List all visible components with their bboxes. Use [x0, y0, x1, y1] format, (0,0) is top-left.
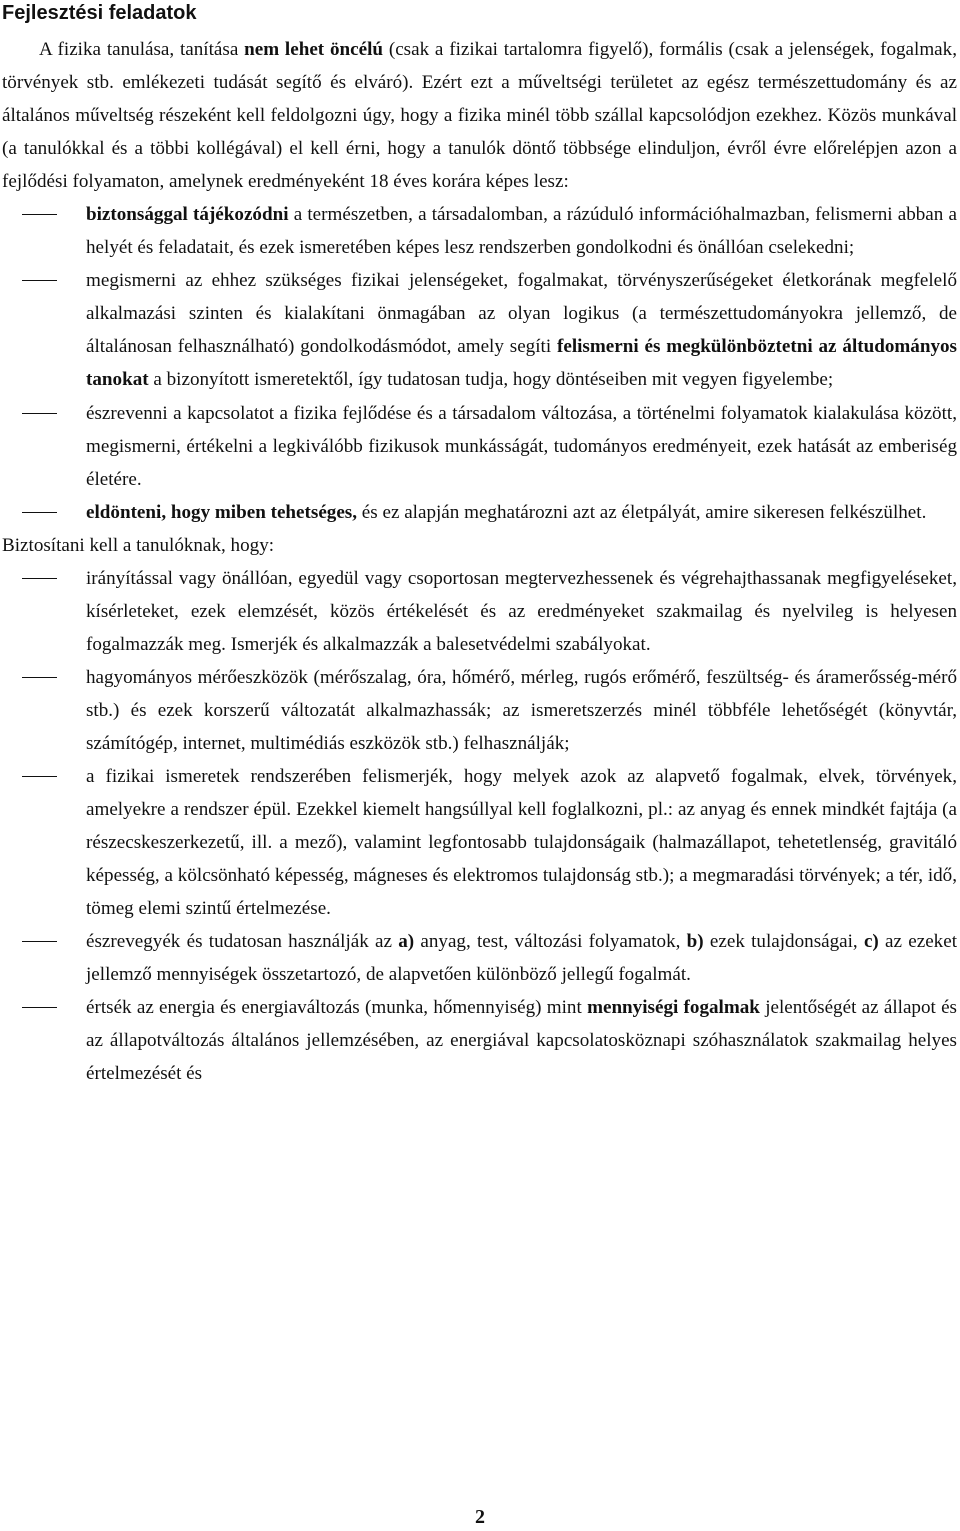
intro-paragraph: [2, 33, 957, 198]
dash-bullet: [22, 214, 57, 215]
dash-bullet: [22, 280, 57, 281]
text-run: értsék az energia és energiaváltozás (munka, hőmennyiség) mint: [86, 997, 588, 1019]
list-item: [2, 198, 957, 264]
bold-emphasis: b): [686, 931, 704, 953]
dash-bullet: [22, 1007, 57, 1008]
list-item: [2, 661, 957, 760]
text-run: jelentőségét az állapot és az állapotváltozás általános jellemzésében, az energiával kapcsolatosköznapi szóhasználatok szakmailag helyes értelmezését és: [86, 997, 957, 1085]
text-run: a fizikai ismeretek rendszerében felismerjék, hogy melyek azok az alapvető fogalmak, elvek, törvények, amelyekre a rendszer épül. Ezekkel kiemelt hangsúllyal kell foglalkozni, pl.: az anyag és ennek mindkét fajtája (a részecskeszerkezetű, ill. a mező), valamint legfontosabb tulajdonságaik (halmazállapot, tehetetlenség, gravitáló képesség, a kölcsönható képesség, mágneses és elektromos tulajdonság stb.); a megmaradási törvények; a tér, idő, tömeg elemi szintű értelmezése.: [86, 766, 957, 920]
dash-bullet: [22, 578, 57, 579]
development-goals-list: [2, 198, 957, 528]
text-run: az ezeket jellemző mennyiségek összetartozó, de alapvetően különböző jellegű fogalmát.: [86, 931, 958, 986]
list-item: [2, 925, 957, 991]
dash-bullet: [22, 413, 57, 414]
text-run: észrevegyék és tudatosan használják az: [86, 931, 399, 953]
bold-emphasis: nem lehet öncélú: [244, 39, 384, 60]
list-item: [2, 264, 957, 396]
text-run: irányítással vagy önállóan, egyedül vagy csoportosan megtervezhessenek és végrehajthassanak megfigyeléseket, kísérleteket, ezek elemzését, közös értékelését és az eredményeket szakmailag és nyelvileg is helyesen fogalmazzák meg. Ismerjék és alkalmazzák a balesetvédelmi szabályokat.: [86, 567, 957, 655]
list-item-text: [86, 204, 957, 258]
page-number: 2: [475, 1506, 485, 1528]
list-item-text: [86, 766, 957, 919]
text-run: a bizonyított ismeretektől, így tudatosan tudja, hogy döntéseiben mit vegyen figyelembe;: [148, 369, 834, 391]
text-run: és ez alapján meghatározni azt az életpályát, amire sikeresen felkészülhet.: [357, 501, 927, 523]
list-item-text: [86, 502, 926, 523]
section-heading: Fejlesztési feladatok: [2, 2, 197, 24]
text-run: észrevenni a kapcsolatot a fizika fejlődése és a társadalom változása, a történelmi folyamatok kialakulása között, megismerni, értékelni a legkiválóbb fizikusok munkásságát, tudományos eredményeit, ezek hatását az emberiség életére.: [86, 402, 957, 490]
text-run: hagyományos mérőeszközök (mérőszalag, óra, hőmérő, mérleg, rugós erőmérő, feszültség- és áramerősség-mérő stb.) és ezek korszerű változatát alkalmazhassák; az ismeretszerzés minél többféle lehetőségét (könyvtár, számítógép, internet, multimédiás eszközök stb.) felhasználják;: [86, 666, 957, 754]
list-item-text: [86, 270, 957, 390]
bold-emphasis: felismerni és megkülönböztetni az áltudományos tanokat: [86, 336, 957, 391]
dash-bullet: [22, 677, 57, 678]
student-provisions-list: [2, 562, 957, 1091]
bold-emphasis: c): [863, 931, 879, 953]
list-item-text: [86, 667, 957, 754]
bold-emphasis: eldönteni, hogy miben tehetséges,: [86, 501, 358, 523]
list-item: [2, 760, 957, 925]
list-item: [2, 496, 957, 529]
text-run: a természetben, a társadalomban, a rázúduló információhalmazban, felismerni abban a helyét és feladatait, és ezek ismeretében képes lesz rendszerben gondolkodni és önállóan cselekedni;: [86, 204, 957, 259]
secondary-lead: Biztosítani kell a tanulóknak, hogy:: [2, 534, 275, 556]
body-text: [2, 33, 957, 1091]
list-item: [2, 991, 957, 1090]
text-run: megismerni az ehhez szükséges fizikai jelenségeket, fogalmakat, törvényszerűségeket életkorának megfelelő alkalmazási szinten és kialakítani önmagában az olyan logikus (a természettudományokra jellemző, de általánosan felhasználható) gondolkodásmódot, amely segíti: [86, 270, 957, 358]
list-item: [2, 397, 957, 496]
dash-bullet: [22, 776, 57, 777]
list-item-text: [86, 403, 957, 490]
bold-emphasis: a): [398, 931, 415, 953]
list-item-text: [86, 931, 957, 985]
bold-emphasis: biztonsággal tájékozódni: [86, 204, 289, 226]
text-run: anyag, test, változási folyamatok,: [414, 931, 687, 953]
dash-bullet: [22, 941, 57, 942]
text-run: ezek tulajdonságai,: [703, 931, 864, 953]
dash-bullet: [22, 512, 57, 513]
list-item-text: [86, 568, 957, 655]
text-run: A fizika tanulása, tanítása: [39, 39, 245, 60]
list-item-text: [86, 997, 957, 1084]
bold-emphasis: mennyiségi fogalmak: [587, 997, 760, 1019]
list-item: [2, 562, 957, 661]
text-run: (csak a fizikai tartalomra figyelő), formális (csak a jelenségek, fogalmak, törvények stb. emlékezeti tudását segítő és elváró). Ezért ezt a műveltségi területet az egész természettudomány és az általános műveltség részeként kell feldolgozni úgy, hogy a fizika minél több szállal kapcsolódjon ezekhez. Közös munkával (a tanulókkal és a többi kollégával) el kell érni, hogy a tanulók döntő többsége elinduljon, évről évre előrelépjen azon a fejlődési folyamaton, amelynek eredményeként 18 éves korára képes lesz:: [2, 39, 957, 193]
